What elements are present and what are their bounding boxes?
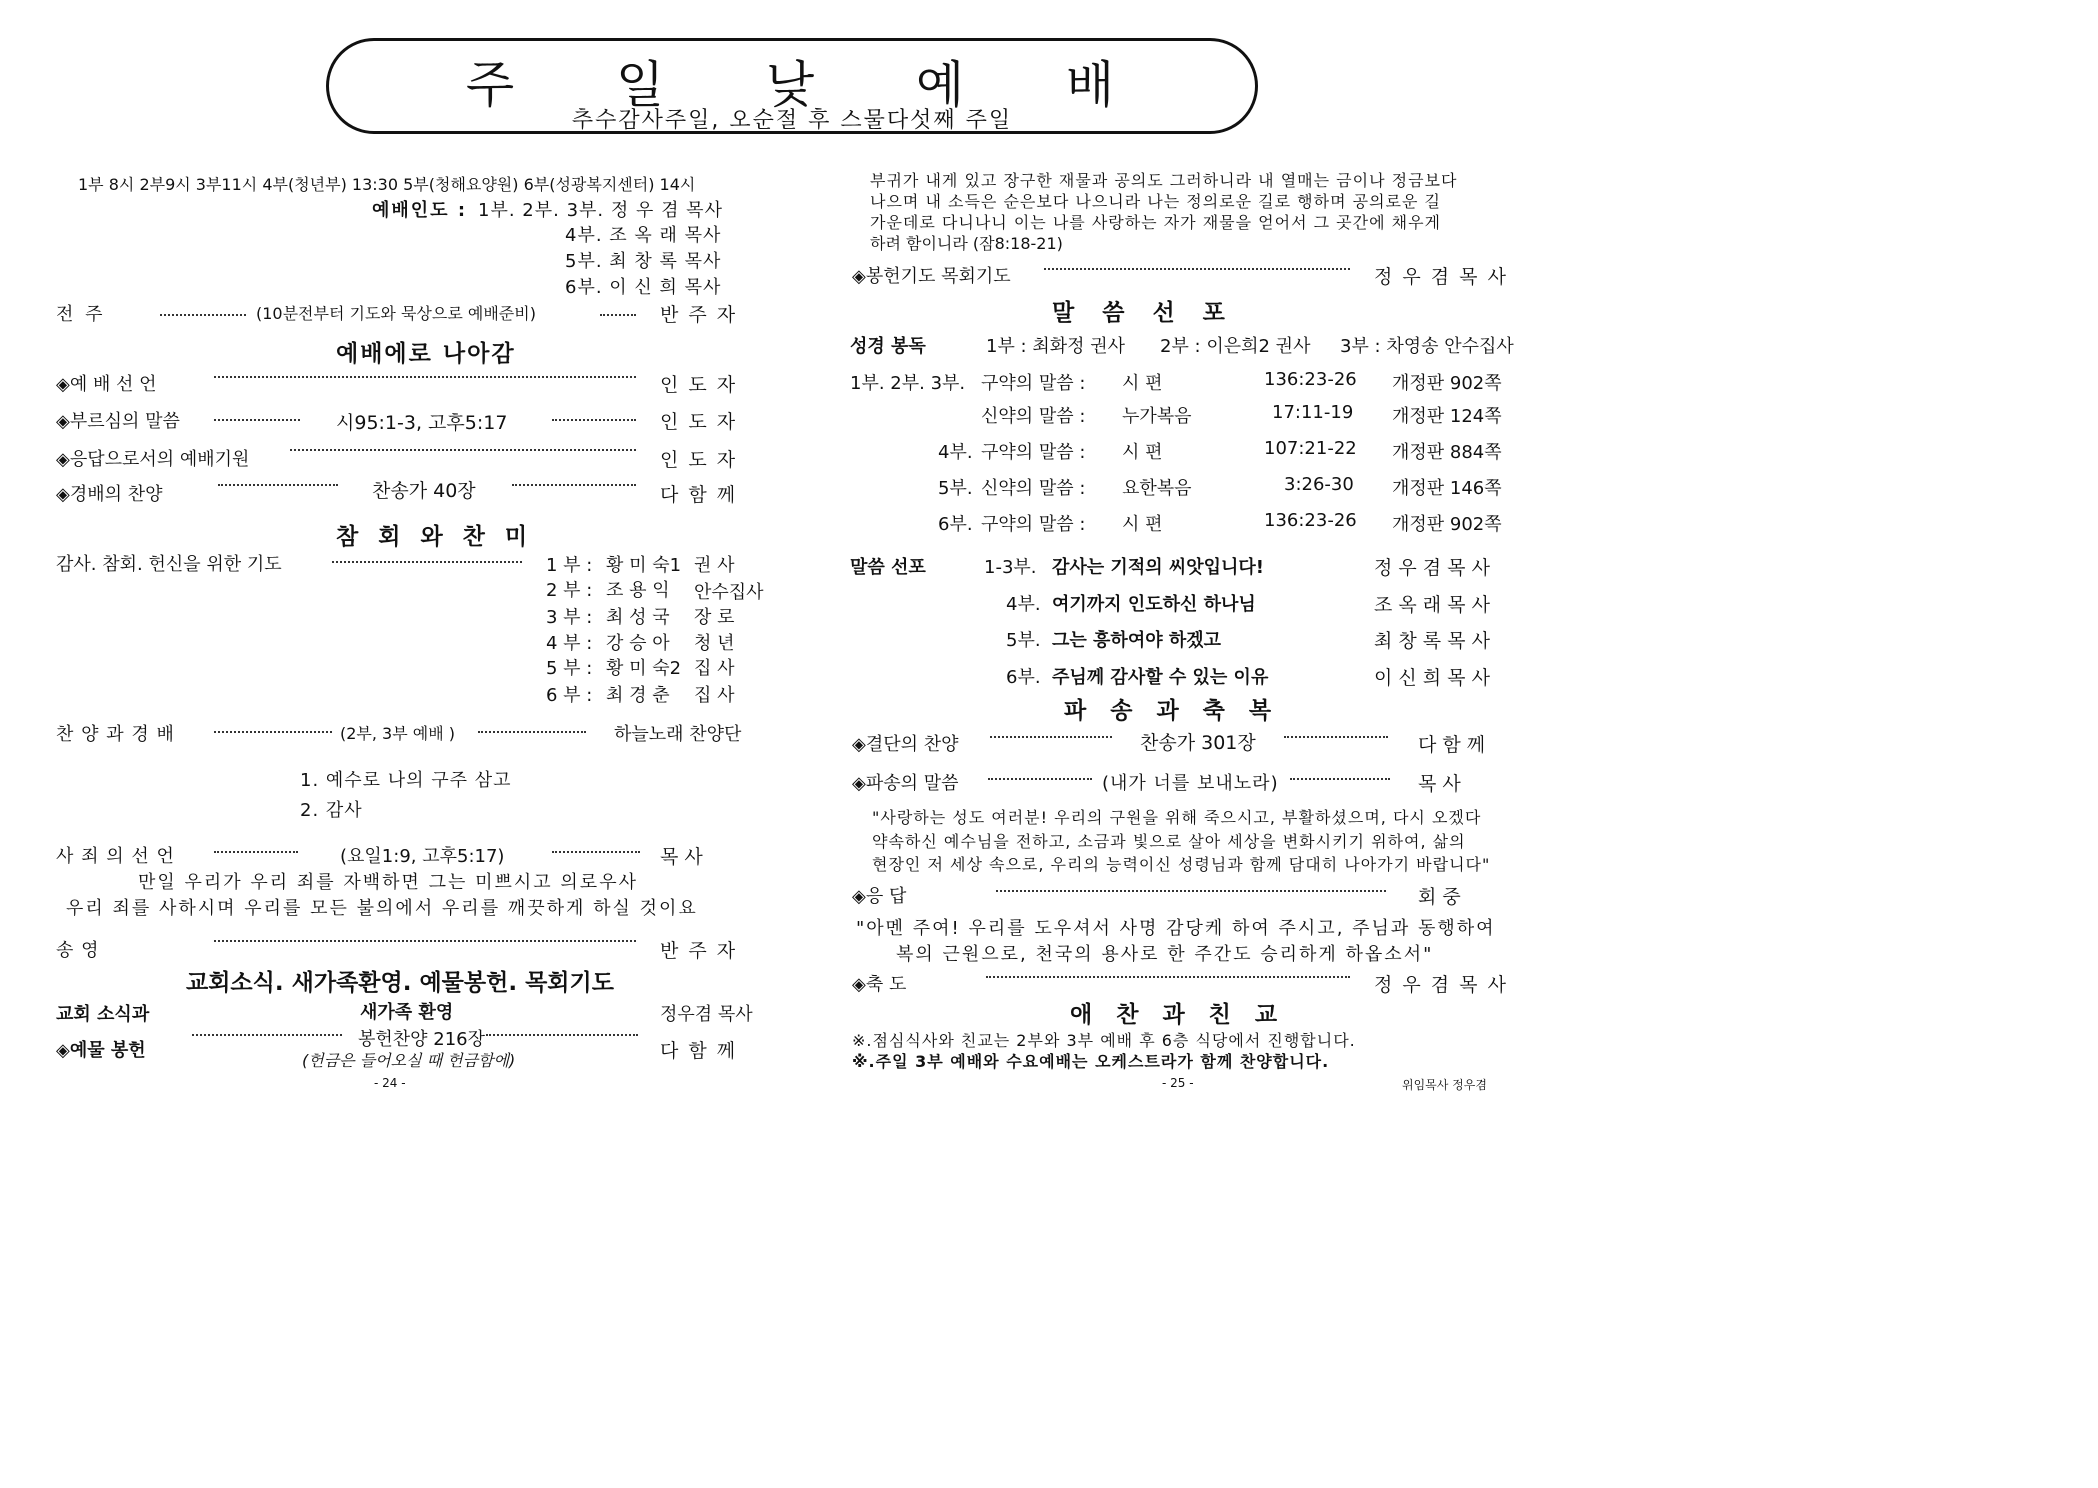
- reading-page: 개정판 146쪽: [1392, 478, 1502, 499]
- offering-mid: 봉헌찬양 216장: [358, 1029, 486, 1050]
- prayer-name: 황 미 숙1: [606, 555, 682, 576]
- order-item-label: ◈응답으로서의 예배기원: [56, 449, 250, 470]
- sermon-part: 1-3부.: [984, 557, 1037, 578]
- leader-dots: [990, 736, 1112, 738]
- prayer-name: 황 미 숙2: [606, 658, 682, 679]
- leader-dots: [600, 314, 636, 316]
- sermon-part: 5부.: [1006, 630, 1041, 651]
- leader-line: 1부. 2부. 3부. 정 우 겸 목사: [478, 200, 723, 221]
- section-heading: 말 씀 선 포: [1052, 300, 1235, 326]
- prelude-desc: (10분전부터 기도와 묵상으로 예배준비): [256, 304, 536, 323]
- leader-dots: [214, 731, 332, 733]
- sending-text: "사랑하는 성도 여러분! 우리의 구원을 위해 죽으시고, 부활하셨으며, 다시 오겠다: [872, 808, 1482, 827]
- sermon-who: 조 옥 래 목 사: [1374, 594, 1490, 616]
- prayer-label: 감사. 참회. 헌신을 위한 기도: [56, 554, 282, 575]
- leader-dots: [214, 851, 298, 853]
- benediction-who: 정 우 겸 목 사: [1374, 974, 1508, 996]
- song-line: 2. 감사: [300, 800, 363, 821]
- reading-kind: 구약의 말씀 :: [981, 514, 1086, 535]
- praise-who: 하늘노래 찬양단: [614, 724, 742, 745]
- reading-part: 6부.: [938, 514, 973, 535]
- title-char: 예: [915, 56, 969, 114]
- leaders-label: 예배인도 :: [372, 200, 468, 221]
- leader-dots: [478, 731, 586, 733]
- absolution-text: 만일 우리가 우리 죄를 자백하면 그는 미쁘시고 의로우사: [138, 872, 638, 893]
- sending-mid: (내가 너를 보내노라): [1102, 773, 1279, 794]
- reading-kind: 신약의 말씀 :: [981, 406, 1086, 427]
- sending-label: ◈파송의 말씀: [852, 773, 959, 794]
- leader-dots: [552, 419, 636, 421]
- page-number: - 24 -: [374, 1076, 406, 1090]
- scripture-line: 나으며 내 소득은 순은보다 나으니라 나는 정의로운 길로 행하며 공의로운 길: [870, 192, 1441, 211]
- prayer-title: 안수집사: [694, 582, 764, 603]
- leader-dots: [192, 1034, 342, 1036]
- news-label: 교회 소식과: [56, 1004, 150, 1025]
- title-char: 일: [615, 56, 669, 114]
- response-who: 회 중: [1418, 886, 1461, 908]
- leader-dots: [214, 376, 636, 378]
- reading-part: 5부.: [938, 478, 973, 499]
- footer-pastor: 위임목사 정우겸: [1402, 1078, 1487, 1092]
- service-schedule: 1부 8시 2부9시 3부11시 4부(청년부) 13:30 5부(청해요양원) 6부(성광복지센터) 14시: [78, 175, 696, 194]
- reading-ref: 17:11-19: [1272, 402, 1354, 423]
- reading-ref: 107:21-22: [1264, 438, 1357, 459]
- offering-prayer-label: ◈봉헌기도 목회기도: [852, 266, 1011, 287]
- reading-label: 성경 봉독: [850, 336, 926, 357]
- prayer-title: 집 사: [694, 658, 735, 679]
- order-item-label: ◈예 배 선 언: [56, 374, 157, 395]
- response-text: 복의 근원으로, 천국의 용사로 한 주간도 승리하게 하옵소서": [896, 944, 1434, 965]
- prayer-title: 권 사: [694, 555, 735, 576]
- title-banner: [326, 38, 1258, 134]
- sending-text: 약속하신 예수님을 전하고, 소금과 빛으로 살아 세상을 변화시키기 위하여, 삶의: [872, 832, 1466, 851]
- offering-note: (헌금은 들어오실 때 헌금함에): [302, 1051, 516, 1070]
- reading-ref: 3:26-30: [1284, 474, 1354, 495]
- prayer-name: 최 경 춘: [606, 685, 670, 706]
- reading-page: 개정판 902쪽: [1392, 514, 1502, 535]
- leader-dots: [512, 484, 636, 486]
- prayer-part: 5 부 :: [546, 658, 593, 679]
- absolution-text: 우리 죄를 사하시며 우리를 모든 불의에서 우리를 깨끗하게 하실 것이요: [66, 898, 698, 919]
- leader-dots: [332, 561, 522, 563]
- reader: 1부 : 최화정 권사: [986, 336, 1126, 357]
- reading-book: 시 편: [1122, 514, 1163, 535]
- reading-page: 개정판 884쪽: [1392, 442, 1502, 463]
- order-item-label: ◈경배의 찬양: [56, 484, 163, 505]
- closing-hymn-who: 다 함 께: [1418, 734, 1486, 756]
- reading-book: 시 편: [1122, 373, 1163, 394]
- sermon-who: 최 창 록 목 사: [1374, 630, 1490, 652]
- prayer-title: 장 로: [694, 607, 735, 628]
- leader-dots: [986, 976, 1350, 978]
- reading-page: 개정판 124쪽: [1392, 406, 1502, 427]
- reading-page: 개정판 902쪽: [1392, 373, 1502, 394]
- reading-book: 시 편: [1122, 442, 1163, 463]
- prayer-part: 2 부 :: [546, 580, 593, 601]
- section-heading: 파 송 과 축 복: [1064, 698, 1280, 724]
- leader-dots: [214, 940, 636, 942]
- section-heading: 교회소식. 새가족환영. 예물봉헌. 목회기도: [186, 970, 614, 996]
- order-item-mid: 시95:1-3, 고후5:17: [336, 412, 508, 434]
- prayer-name: 강 승 아: [606, 633, 670, 654]
- notice-line: ※.점심식사와 친교는 2부와 3부 예배 후 6층 식당에서 진행합니다.: [852, 1031, 1356, 1050]
- order-item-who: 인 도 자: [660, 411, 738, 433]
- sermon-title: 그는 흥하여야 하겠고: [1052, 630, 1222, 651]
- closing-hymn-label: ◈결단의 찬양: [852, 734, 959, 755]
- leader-line: 5부. 최 창 록 목사: [565, 251, 722, 272]
- order-item-label: ◈부르심의 말씀: [56, 411, 180, 432]
- order-item-mid: 찬송가 40장: [372, 480, 476, 502]
- reading-kind: 신약의 말씀 :: [981, 478, 1086, 499]
- sermon-title: 감사는 기적의 씨앗입니다!: [1052, 557, 1265, 578]
- offering-prayer-who: 정 우 겸 목 사: [1374, 266, 1508, 288]
- order-item-who: 인 도 자: [660, 449, 738, 471]
- reading-part: 1부. 2부. 3부.: [850, 373, 966, 394]
- leader-dots: [996, 890, 1386, 892]
- reading-ref: 136:23-26: [1264, 369, 1357, 390]
- leader-dots: [552, 851, 640, 853]
- sermon-part: 6부.: [1006, 667, 1041, 688]
- leader-line: 4부. 조 옥 래 목사: [565, 225, 722, 246]
- benediction-label: ◈축 도: [852, 974, 907, 995]
- prelude-label: 전 주: [56, 304, 106, 325]
- prelude-who: 반 주 자: [660, 304, 738, 326]
- reading-kind: 구약의 말씀 :: [981, 442, 1086, 463]
- leader-dots: [1044, 268, 1350, 270]
- sermon-part: 4부.: [1006, 594, 1041, 615]
- sermon-label: 말씀 선포: [850, 557, 926, 578]
- reading-book: 누가복음: [1122, 406, 1192, 427]
- sermon-title: 주님께 감사할 수 있는 이유: [1052, 667, 1269, 688]
- leader-dots: [1290, 778, 1390, 780]
- leader-line: 6부. 이 신 희 목사: [565, 277, 722, 298]
- sending-text: 현장인 저 세상 속으로, 우리의 능력이신 성령님과 함께 담대히 나아가기 바랍니다": [872, 855, 1491, 874]
- prayer-part: 6 부 :: [546, 685, 593, 706]
- leader-dots: [486, 1034, 638, 1036]
- leader-dots: [218, 484, 338, 486]
- sermon-who: 이 신 희 목 사: [1374, 667, 1490, 689]
- news-who: 정우겸 목사: [660, 1004, 753, 1025]
- prayer-part: 1 부 :: [546, 555, 593, 576]
- section-heading: 애 찬 과 친 교: [1070, 1002, 1286, 1028]
- prayer-name: 조 용 익: [606, 580, 670, 601]
- leader-dots: [988, 778, 1092, 780]
- praise-label: 찬 양 과 경 배: [56, 724, 175, 745]
- prayer-part: 4 부 :: [546, 633, 593, 654]
- sermon-title: 여기까지 인도하신 하나님: [1052, 594, 1256, 615]
- prayer-part: 3 부 :: [546, 607, 593, 628]
- leader-dots: [1284, 736, 1388, 738]
- news-mid: 새가족 환영: [360, 1002, 454, 1023]
- leader-dots: [214, 419, 300, 421]
- section-heading: 참 회 와 찬 미: [336, 524, 534, 550]
- scripture-line: 부귀가 내게 있고 장구한 재물과 공의도 그러하니라 내 열매는 금이나 정금보다: [870, 171, 1458, 190]
- closing-hymn-mid: 찬송가 301장: [1140, 732, 1256, 754]
- prayer-title: 청 년: [694, 633, 735, 654]
- prayer-name: 최 성 국: [606, 607, 670, 628]
- title-char: 배: [1065, 56, 1119, 114]
- section-heading: 예배에로 나아감: [336, 341, 516, 367]
- absolution-who: 목 사: [660, 846, 703, 868]
- absolution-desc: (요일1:9, 고후5:17): [340, 846, 505, 867]
- reading-kind: 구약의 말씀 :: [981, 373, 1086, 394]
- title-char: 낮: [765, 56, 819, 114]
- prayer-title: 집 사: [694, 685, 735, 706]
- sending-who: 목 사: [1418, 773, 1461, 795]
- reading-part: 4부.: [938, 442, 973, 463]
- doxology-who: 반 주 자: [660, 940, 738, 962]
- notice-line: ※.주일 3부 예배와 수요예배는 오케스트라가 함께 찬양합니다.: [852, 1052, 1330, 1071]
- song-line: 1. 예수로 나의 구주 삼고: [300, 770, 512, 791]
- reader: 3부 : 차영송 안수집사: [1340, 336, 1514, 357]
- offering-label: ◈예물 봉헌: [56, 1040, 146, 1061]
- reader: 2부 : 이은희2 권사: [1160, 336, 1311, 357]
- leader-dots: [290, 449, 636, 451]
- order-item-who: 다 함 께: [660, 484, 738, 506]
- page-number: - 25 -: [1162, 1076, 1194, 1090]
- reading-book: 요한복음: [1122, 478, 1192, 499]
- reading-ref: 136:23-26: [1264, 510, 1357, 531]
- title-char: 주: [465, 56, 519, 114]
- scripture-line: 하려 함이니라 (잠8:18-21): [870, 234, 1063, 253]
- doxology-label: 송 영: [56, 940, 100, 961]
- response-text: "아멘 주여! 우리를 도우셔서 사명 감당케 하여 주시고, 주님과 동행하여: [856, 918, 1496, 939]
- sermon-who: 정 우 겸 목 사: [1374, 557, 1490, 579]
- response-label: ◈응 답: [852, 886, 907, 907]
- order-item-who: 인 도 자: [660, 374, 738, 396]
- subtitle: 추수감사주일, 오순절 후 스물다섯째 주일: [571, 108, 1013, 133]
- leader-dots: [160, 314, 246, 316]
- praise-desc: (2부, 3부 예배 ): [340, 724, 456, 743]
- offering-who: 다 함 께: [660, 1040, 738, 1062]
- absolution-label: 사 죄 의 선 언: [56, 846, 175, 867]
- scripture-line: 가운데로 다니나니 이는 나를 사랑하는 자가 재물을 얻어서 그 곳간에 채우게: [870, 213, 1441, 232]
